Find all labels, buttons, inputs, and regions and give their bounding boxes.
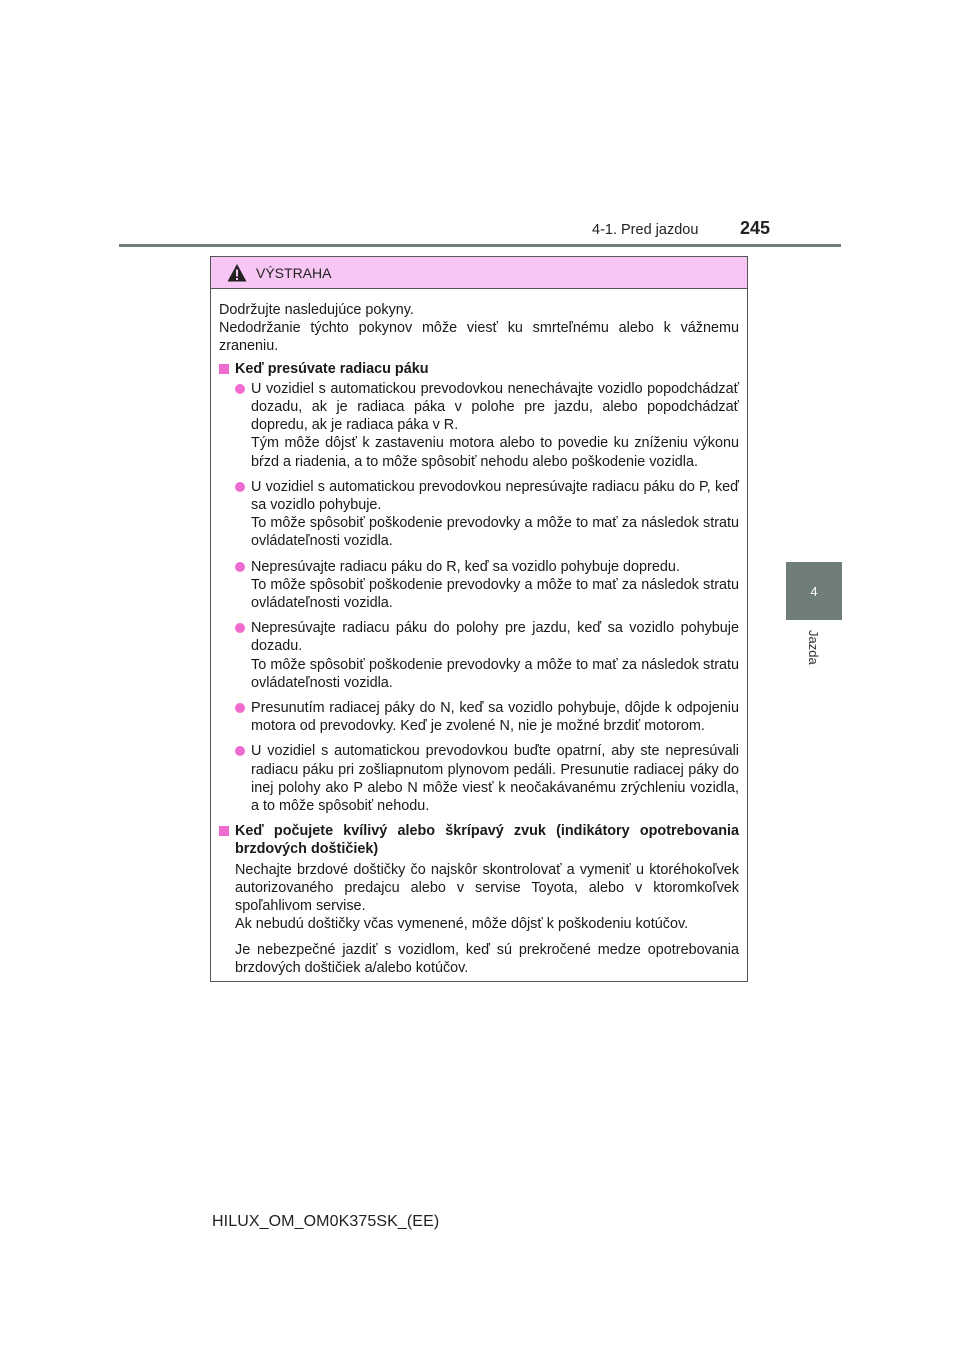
section-heading-text: Keď počujete kvílivý alebo škrípavý zvuk (indikátory opotrebovania brzdových doštičiek): [235, 823, 739, 858]
list-item: [219, 742, 739, 815]
circle-bullet-icon: [235, 482, 245, 492]
list-item: [219, 699, 739, 735]
list-item-text: Nepresúvajte radiacu páku do polohy pre jazdu, keď sa vozidlo pohybuje dozadu. To môže spôsobiť poškodenie prevodovky a môže to mať za následok stratu ovládateľnosti vozidla.: [251, 620, 739, 691]
warning-triangle-icon: [227, 263, 247, 283]
list-item: [219, 558, 739, 613]
section-heading-gear-lever: [219, 360, 739, 378]
footer-document-code: HILUX_OM_OM0K375SK_(EE): [212, 1213, 440, 1230]
list-item-text: Presunutím radiacej páky do N, keď sa vozidlo pohybuje, dôjde k odpojeniu motora od prevodovky. Keď je zvolené N, nie je možné brzdiť motorom.: [251, 700, 739, 735]
warning-intro: Dodržujte nasledujúce pokyny. Nedodržanie týchto pokynov môže viesť ku smrteľnému alebo k vážnemu zraneniu.: [219, 302, 739, 355]
list-item-text: U vozidiel s automatickou prevodovkou nenechávajte vozidlo popodchádzať dozadu, ak je radiaca páka v polohe pre jazdu, alebo popodchádzať dopredu, ak je radiaca páka v R. Tým môže dôjsť k zastaveniu motora alebo to povedie ku zníženiu výkonu bŕzd a riadenia, a to môže spôsobiť nehodu alebo poškodenie vozidla.: [251, 380, 739, 470]
section-heading-text: Keď presúvate radiacu páku: [235, 360, 429, 377]
warning-title: VÝSTRAHA: [256, 264, 332, 281]
header-section-title: 4-1. Pred jazdou: [592, 222, 699, 238]
paragraph: Je nebezpečné jazdiť s vozidlom, keď sú prekročené medze opotrebovania brzdových doštičiek a/alebo kotúčov.: [235, 941, 739, 976]
page-number: 245: [740, 218, 771, 238]
chapter-label: Jazda: [806, 630, 821, 665]
chapter-number: 4: [810, 583, 818, 599]
circle-bullet-icon: [235, 703, 245, 713]
warning-box: [210, 256, 748, 982]
list-item: [219, 619, 739, 692]
square-bullet-icon: [219, 364, 229, 374]
circle-bullet-icon: [235, 746, 245, 756]
section-heading-brake-noise: [219, 822, 739, 858]
header-divider: [119, 244, 841, 247]
warning-body: [211, 289, 747, 977]
list-item-text: Nepresúvajte radiacu páku do R, keď sa vozidlo pohybuje dopredu. To môže spôsobiť poškodenie prevodovky a môže to mať za následok stratu ovládateľnosti vozidla.: [251, 558, 739, 612]
list-item: [219, 380, 739, 471]
list-item-text: U vozidiel s automatickou prevodovkou buďte opatrní, aby ste nepresúvali radiacu páku pri zošliapnutom plynovom pedáli. Presunutie radiacej páky do inej polohy ako P alebo N môže viesť k neočakávanému zrýchleniu vozidla, a to môže spôsobiť nehodu.: [251, 743, 739, 815]
circle-bullet-icon: [235, 562, 245, 572]
warning-header: [211, 257, 747, 289]
list-item: [219, 478, 739, 551]
paragraph: Nechajte brzdové doštičky čo najskôr skontrolovať a vymeniť u ktoréhokoľvek autorizovaného predajcu alebo v servise Toyota, alebo v ktoromkoľvek spoľahlivom servise. Ak nebudú doštičky včas vymenené, môže dôjsť k poškodeniu kotúčov.: [235, 861, 739, 933]
circle-bullet-icon: [235, 384, 245, 394]
list-item-text: U vozidiel s automatickou prevodovkou nepresúvajte radiacu páku do P, keď sa vozidlo pohybuje. To môže spôsobiť poškodenie prevodovky a môže to mať za následok stratu ovládateľnosti vozidla.: [251, 478, 739, 550]
square-bullet-icon: [219, 826, 229, 836]
chapter-tab: [786, 562, 842, 620]
circle-bullet-icon: [235, 623, 245, 633]
